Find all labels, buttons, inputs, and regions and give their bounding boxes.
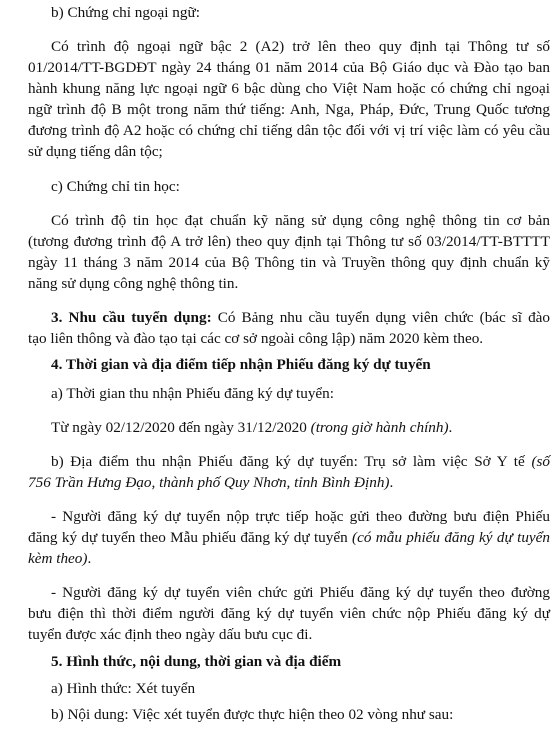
paragraph-line: a) Thời gian thu nhận Phiếu đăng ký dự tuyển: [51,385,334,402]
paragraph-line: ngày 11 tháng 3 năm 2014 của Bộ Thông tin và Truyền thông quy định chuẩn kỹ [28,254,550,271]
section-3-heading: 3. Nhu cầu tuyển dụng: [51,309,212,326]
paragraph-line: Từ ngày 02/12/2020 đến ngày 31/12/2020 (trong giờ hành chính). [51,419,453,436]
paragraph-line: a) Hình thức: Xét tuyển [51,680,196,697]
section-5-heading: 5. Hình thức, nội dung, thời gian và địa điểm [51,653,342,670]
paragraph-line: hành khung năng lực ngoại ngữ 6 bậc dùng cho Việt Nam hoặc có chứng chỉ ngoại [28,80,550,97]
paragraph-line: tạo liên thông và đào tạo tại các cơ sở ngoài công lập) năm 2020 kèm theo. [28,330,484,347]
paragraph-line: 756 Trần Hưng Đạo, thành phố Quy Nhơn, tỉnh Bình Định). [28,474,394,491]
paragraph-line: đăng ký dự tuyển theo Mẫu phiếu đăng ký dự tuyển (có mẫu phiếu đăng ký dự tuyển [28,529,550,546]
paragraph-line: Có trình độ tin học đạt chuẩn kỹ năng sử dụng công nghệ thông tin cơ bản [51,212,550,229]
section-4-heading: 4. Thời gian và địa điểm tiếp nhận Phiếu đăng ký dự tuyển [51,356,431,373]
paragraph-line: - Người đăng ký dự tuyển nộp trực tiếp hoặc gửi theo đường bưu điện Phiếu [51,508,550,525]
section-3-line: 3. Nhu cầu tuyển dụng: Có Bảng nhu cầu tuyển dụng viên chức (bác sĩ đào [51,309,550,326]
paragraph-line: 01/2014/TT-BGDĐT ngày 24 tháng 01 năm 2014 của Bộ Giáo dục và Đào tạo ban [28,59,550,76]
paragraph-line: kèm theo). [28,550,92,567]
paragraph-line: b) Địa điểm thu nhận Phiếu đăng ký dự tuyển: Trụ sở làm việc Sở Y tế (số [51,453,550,470]
paragraph-line: Có trình độ ngoại ngữ bậc 2 (A2) trở lên theo quy định tại Thông tư số [51,38,550,55]
paragraph-line: (tương đương trình độ A trở lên) theo quy định tại Thông tư số 03/2014/TT-BTTTT [28,233,550,250]
paragraph-line: b) Nội dung: Việc xét tuyển được thực hiện theo 02 vòng như sau: [51,706,454,723]
it-certificate-heading: c) Chứng chỉ tin học: [51,178,180,195]
paragraph-line: bưu điện thì thời điểm người đăng ký dự tuyển viên chức nộp Phiếu đăng ký dự [28,605,550,622]
foreign-language-heading: b) Chứng chỉ ngoại ngữ: [51,4,200,21]
paragraph-line: tuyển được xác định theo ngày dấu bưu cục đi. [28,626,313,643]
paragraph-line: sử dụng tiếng dân tộc; [28,143,163,160]
paragraph-line: đương trình độ A2 hoặc có chứng chỉ tiếng dân tộc đối với vị trí việc làm có yêu cầu [28,122,550,139]
paragraph-line: - Người đăng ký dự tuyển viên chức gửi Phiếu đăng ký dự tuyển theo đường [51,584,550,601]
paragraph-line: ngữ trình độ B một trong năm thứ tiếng: Anh, Nga, Pháp, Đức, Trung Quốc tương [28,101,550,118]
paragraph-line: năng sử dụng công nghệ thông tin. [28,275,239,292]
